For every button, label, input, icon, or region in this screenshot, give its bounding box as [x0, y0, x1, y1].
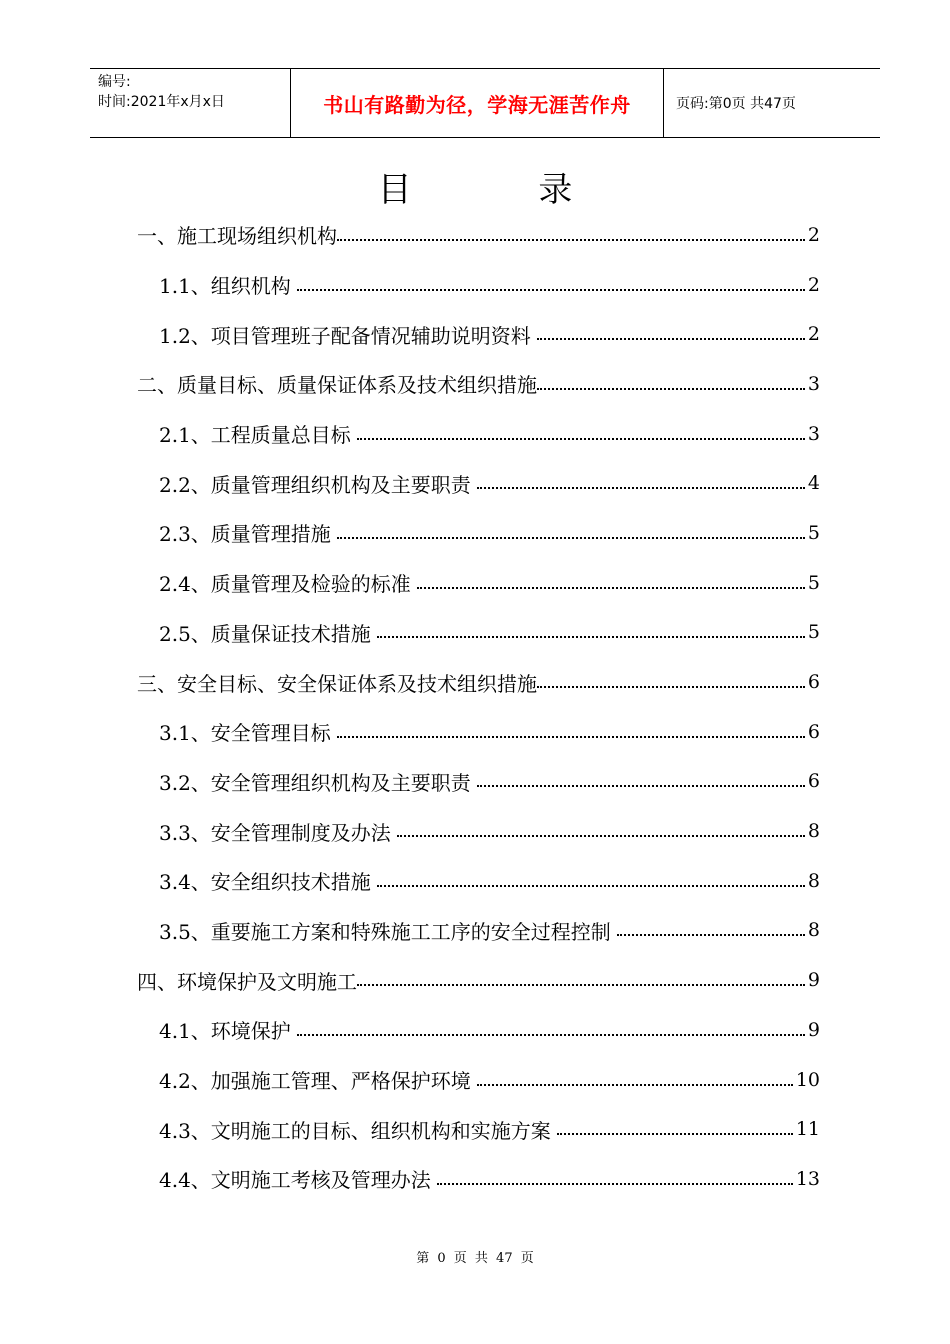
- header-page-info: 页码:第0页 共47页: [676, 96, 796, 112]
- toc-entry[interactable]: [137, 458, 820, 508]
- toc-entry-page: 4: [807, 472, 820, 495]
- header-meta: [90, 69, 291, 137]
- toc-leader-dots: [477, 763, 805, 787]
- toc-leader-dots: [617, 912, 805, 936]
- toc-leader-dots: [557, 1111, 793, 1135]
- toc-entry-label: 4.3、文明施工的目标、组织机构和实施方案: [159, 1118, 551, 1143]
- page-footer: 第 0 页 共 47 页: [416, 1251, 534, 1266]
- toc-entry-label: 四、环境保护及文明施工: [137, 969, 357, 994]
- toc-leader-dots: [537, 366, 805, 390]
- toc-entry[interactable]: [137, 1154, 820, 1204]
- toc-entry[interactable]: [137, 757, 820, 807]
- toc-entry-label: 3.5、重要施工方案和特殊施工工序的安全过程控制: [159, 919, 611, 944]
- toc-entry-page: 2: [807, 223, 820, 246]
- toc-leader-dots: [477, 1062, 793, 1086]
- toc-entry-label: 3.3、安全管理制度及办法: [159, 820, 391, 845]
- toc-entry[interactable]: [137, 608, 820, 658]
- toc-leader-dots: [537, 664, 805, 688]
- toc-entry-label: 4.2、加强施工管理、严格保护环境: [159, 1069, 471, 1094]
- toc-entry[interactable]: [137, 1104, 820, 1154]
- toc-entry[interactable]: [137, 955, 820, 1005]
- toc-entry-page: 6: [807, 720, 820, 743]
- toc-leader-dots: [397, 813, 805, 837]
- toc-entry-label: 3.4、安全组织技术措施: [159, 870, 371, 895]
- toc-entry[interactable]: [137, 806, 820, 856]
- toc-entry-page: 8: [807, 869, 820, 892]
- toc-entry-label: 3.2、安全管理组织机构及主要职责: [159, 770, 471, 795]
- toc-entry-label: 4.1、环境保护: [159, 1019, 291, 1044]
- toc-entry-page: 11: [795, 1118, 820, 1141]
- toc-entry-page: 3: [807, 372, 820, 395]
- toc-leader-dots: [297, 1012, 805, 1036]
- toc-leader-dots: [417, 565, 805, 589]
- toc-entry-page: 8: [807, 919, 820, 942]
- toc-leader-dots: [477, 465, 805, 489]
- toc-entry[interactable]: [137, 260, 820, 310]
- toc-entry-page: 2: [807, 323, 820, 346]
- toc-entry[interactable]: [137, 906, 820, 956]
- toc-entry-page: 5: [807, 521, 820, 544]
- toc-entry[interactable]: [137, 707, 820, 757]
- toc-entry[interactable]: [137, 1055, 820, 1105]
- toc-entry-page: 5: [807, 571, 820, 594]
- page-title: 目 录: [377, 170, 631, 210]
- toc-entry-page: 3: [807, 422, 820, 445]
- toc-entry-label: 3.1、安全管理目标: [159, 721, 331, 746]
- toc-entry[interactable]: [137, 558, 820, 608]
- toc-entry[interactable]: [137, 657, 820, 707]
- toc-entry-page: 6: [807, 770, 820, 793]
- toc-leader-dots: [377, 614, 805, 638]
- toc-entry-page: 2: [807, 273, 820, 296]
- toc-entry-label: 1.1、组织机构: [159, 274, 291, 299]
- toc-leader-dots: [337, 515, 805, 539]
- toc-leader-dots: [437, 1161, 793, 1185]
- toc-entry-label: 2.3、质量管理措施: [159, 522, 331, 547]
- table-of-contents: [137, 210, 820, 1204]
- toc-entry-label: 1.2、项目管理班子配备情况辅助说明资料: [159, 323, 531, 348]
- toc-entry-page: 5: [807, 621, 820, 644]
- toc-entry-label: 一、施工现场组织机构: [137, 224, 337, 249]
- toc-entry-label: 2.4、质量管理及检验的标准: [159, 572, 411, 597]
- toc-entry[interactable]: [137, 409, 820, 459]
- toc-leader-dots: [337, 714, 805, 738]
- document-number-label: 编号:: [98, 74, 131, 90]
- toc-leader-dots: [337, 217, 805, 241]
- toc-entry-page: 9: [807, 969, 820, 992]
- toc-entry-page: 9: [807, 1018, 820, 1041]
- toc-entry-page: 6: [807, 671, 820, 694]
- toc-entry-label: 2.5、质量保证技术措施: [159, 621, 371, 646]
- toc-leader-dots: [537, 316, 805, 340]
- page-header: [90, 68, 880, 138]
- toc-leader-dots: [357, 416, 805, 440]
- toc-entry[interactable]: [137, 856, 820, 906]
- toc-entry-page: 13: [795, 1167, 820, 1190]
- toc-entry[interactable]: [137, 359, 820, 409]
- toc-leader-dots: [357, 962, 805, 986]
- toc-entry[interactable]: [137, 309, 820, 359]
- toc-entry-page: 8: [807, 820, 820, 843]
- toc-entry-label: 2.1、工程质量总目标: [159, 423, 351, 448]
- toc-leader-dots: [377, 863, 805, 887]
- toc-entry[interactable]: [137, 210, 820, 260]
- toc-entry-label: 4.4、文明施工考核及管理办法: [159, 1168, 431, 1193]
- toc-leader-dots: [297, 267, 805, 291]
- toc-entry-label: 二、质量目标、质量保证体系及技术组织措施: [137, 373, 537, 398]
- toc-entry[interactable]: [137, 1005, 820, 1055]
- toc-entry-label: 2.2、质量管理组织机构及主要职责: [159, 472, 471, 497]
- toc-entry-page: 10: [795, 1068, 820, 1091]
- document-time: 时间:2021年x月x日: [98, 94, 225, 110]
- toc-entry-label: 三、安全目标、安全保证体系及技术组织措施: [137, 671, 537, 696]
- toc-entry[interactable]: [137, 508, 820, 558]
- header-motto: 书山有路勤为径，学海无涯苦作舟: [291, 69, 664, 137]
